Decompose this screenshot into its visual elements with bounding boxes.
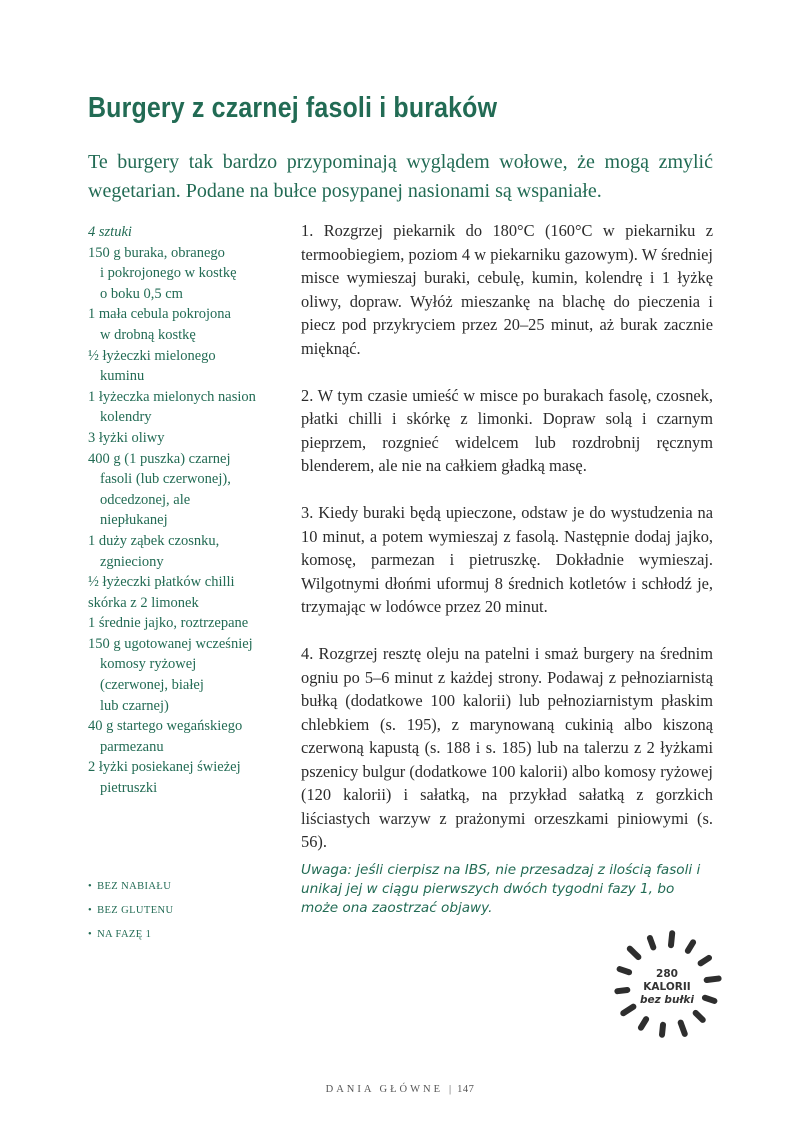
method-step-1: 1. Rozgrzej piekarnik do 180°C (160°C w piekarniku z termoobiegiem, poziom 4 w piekarniku gazowym). W średniej misce wymieszaj buraki, cebulę, kumin, kolendrę i 1 łyżkę oliwy, dopraw. Wyłóż mieszankę na blachę do pieczenia i piecz pod przykryciem przez 20–25 minut, aż burak zacznie mięknąć.: [301, 221, 713, 358]
page-footer: [0, 1084, 800, 1095]
ingredient-line: skórka z 2 limonek: [88, 594, 199, 611]
ingredient-line: 1 mała cebula pokrojona: [88, 306, 231, 323]
ingredient-continuation: o boku 0,5 cm: [100, 285, 183, 302]
ingredient-line: 150 g ugotowanej wcześniej: [88, 635, 253, 652]
ingredient-line: 150 g buraka, obranego: [88, 244, 225, 261]
ingredient-line: 400 g (1 puszka) czarnej: [88, 450, 231, 467]
ingredient-continuation: pietruszki: [100, 780, 158, 797]
calorie-qualifier: bez bułki: [640, 994, 694, 1006]
badge-ray: [641, 1019, 646, 1028]
recipe-title: Burgery z czarnej fasoli i buraków: [88, 92, 498, 124]
ingredient-continuation: komosy ryżowej: [100, 656, 197, 673]
ingredient-continuation: (czerwonej, białej: [100, 677, 204, 694]
ingredient-line: 1 średnie jajko, roztrzepane: [88, 615, 249, 632]
recipe-intro: Te burgery tak bardzo przypominają wyglądem wołowe, że mogą zmylić wegetarian. Podane na bułce posypanej nasionami są wspaniałe.: [88, 151, 713, 202]
method-step-3: 3. Kiedy buraki będą upieczone, odstaw je do wystudzenia na 10 minut, a potem wymieszaj z fasolą. Następnie dodaj jajko, komosę, parmezan i pietruszkę. Dokładnie wymieszaj. Wilgotnymi dłońmi uformuj 8 średnich kotletów i schłodź je, trzymając w lodówce przez 20 minut.: [301, 503, 713, 616]
ingredient-line: 3 łyżki oliwy: [88, 429, 165, 446]
ingredient-line: ½ łyżeczki mielonego: [88, 347, 216, 364]
ingredient-items: [88, 243, 288, 799]
ingredient-continuation: odcedzonej, ale: [100, 491, 191, 508]
ingredient-item: [88, 716, 288, 757]
page-number: 147: [457, 1084, 475, 1095]
ingredient-item: [88, 387, 288, 428]
ingredient-item: [88, 593, 288, 614]
badge-ray: [671, 933, 672, 945]
ingredient-continuation: zgnieciony: [100, 553, 164, 570]
badge-ray: [701, 958, 709, 963]
badge-ray: [650, 938, 653, 947]
diet-tag: • BEZ GLUTENU: [88, 899, 174, 923]
method-step-4: 4. Rozgrzej resztę oleju na patelni i smaż burgery na średnim ogniu po 5–6 minut z każdej strony. Podawaj z pełnoziarnistą bułką (dodatkowe 100 kalorii) lub pełnoziarnistym płaskim chlebkiem (s. 195), z marynowaną cukinią albo kiszoną czerwoną kapustą (s. 188 i s. 185) lub na talerzu z 2 łyżkami pszenicy bulgur (dodatkowe 100 kalorii) albo komosy ryżowej (120 kalorii) i sałatką, na przykład sałatką z gorzkich liściastych warzyw z prażonymi orzeszkami piniowymi (s. 56).: [301, 644, 713, 851]
badge-ray: [688, 942, 693, 951]
ingredient-continuation: kolendry: [100, 409, 152, 426]
ingredient-line: 1 łyżeczka mielonych nasion: [88, 388, 256, 405]
ingredient-item: [88, 572, 288, 593]
ingredient-continuation: lub czarnej): [100, 697, 169, 714]
ingredient-item: [88, 613, 288, 634]
badge-ray: [681, 1023, 685, 1034]
ingredient-item: [88, 243, 288, 305]
ingredient-continuation: kuminu: [100, 368, 145, 385]
badge-ray: [662, 1025, 663, 1035]
ingredient-item: [88, 304, 288, 345]
ingredient-continuation: w drobną kostkę: [100, 326, 196, 343]
ingredient-line: ½ łyżeczki płatków chilli: [88, 574, 235, 591]
footer-separator: |: [449, 1084, 452, 1095]
ingredient-continuation: i pokrojonego w kostkę: [100, 265, 237, 282]
method-steps: [301, 219, 713, 877]
ingredient-line: 2 łyżki posiekanej świeżej: [88, 759, 241, 776]
ingredient-item: [88, 634, 288, 716]
ibs-note: Uwaga: jeśli cierpisz na IBS, nie przesadzaj z ilością fasoli i unikaj jej w ciągu pierwszych dwóch tygodni fazy 1, bo może ona zaostrzać objawy.: [301, 862, 701, 916]
ingredients-list: [88, 222, 288, 799]
ingredient-item: [88, 757, 288, 798]
ingredient-continuation: fasoli (lub czerwonej),: [100, 471, 231, 488]
footer-section: DANIA GŁÓWNE: [325, 1084, 443, 1095]
method-step-2: 2. W tym czasie umieść w misce po burakach fasolę, czosnek, płatki chilli i skórkę z limonki. Dopraw solą i czarnym pieprzem, rozgnieć widelcem lub rozdrobnij ręcznym blenderem, ale nie na całkiem gładką masę.: [301, 385, 713, 475]
diet-tags: [88, 875, 174, 947]
ingredient-item: [88, 428, 288, 449]
diet-tag: • NA FAZĘ 1: [88, 923, 174, 947]
ingredient-continuation: parmezanu: [100, 738, 164, 755]
badge-ray: [630, 949, 639, 957]
ingredient-item: [88, 346, 288, 387]
calorie-unit: KALORII: [643, 981, 691, 993]
ingredient-item: [88, 531, 288, 572]
badge-ray: [623, 1007, 633, 1014]
diet-tag: • BEZ NABIAŁU: [88, 875, 174, 899]
badge-ray: [696, 1013, 703, 1020]
ingredient-line: 1 duży ząbek czosnku,: [88, 532, 220, 549]
recipe-yield: 4 sztuki: [88, 224, 132, 240]
ingredient-continuation: niepłukanej: [100, 512, 168, 529]
calorie-badge: [612, 968, 722, 1007]
ingredient-item: [88, 449, 288, 531]
calorie-count: 280: [656, 968, 678, 980]
ingredient-line: 40 g startego wegańskiego: [88, 718, 243, 735]
